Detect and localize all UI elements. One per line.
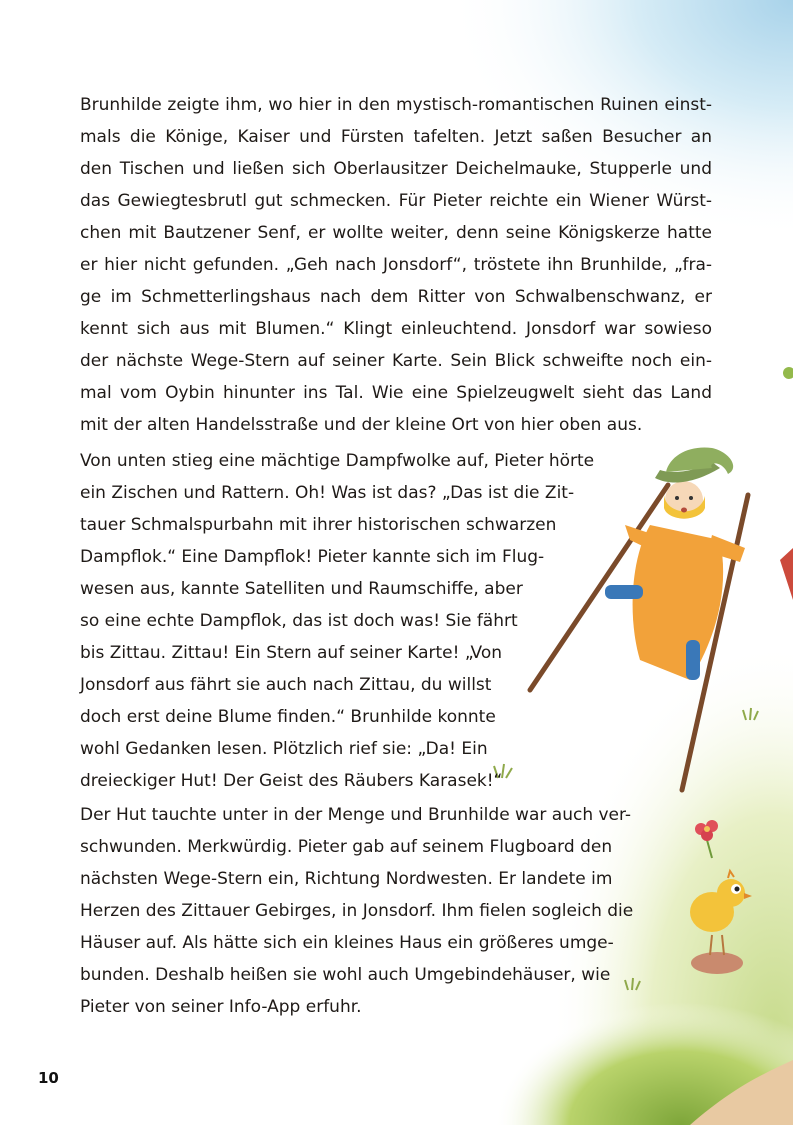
text-line: mal vom Oybin hinunter ins Tal. Wie eine Spielzeugwelt sieht das Land [80,383,712,403]
text-line: er hier nicht gefunden. „Geh nach Jonsdorf“, tröstete ihn Brunhilde, „fra- [80,255,712,275]
page-number: 10 [38,1069,59,1087]
leg-right [686,640,700,680]
text-line: so eine echte Dampflok, das ist doch was! Sie fährt [80,611,518,631]
text-line: dreieckiger Hut! Der Geist des Räubers Karasek!“ [80,771,503,791]
text-line: wohl Gedanken lesen. Plötzlich rief sie: „Da! Ein [80,739,488,759]
text-line: kennt sich aus mit Blumen.“ Klingt einleuchtend. Jonsdorf war sowieso [80,319,712,339]
text-line: bis Zittau. Zittau! Ein Stern auf seiner Karte! „Von [80,643,503,663]
text-line: mit der alten Handelsstraße und der kleine Ort von hier oben aus. [80,415,643,435]
text-line: doch erst deine Blume finden.“ Brunhilde konnte [80,707,496,727]
text-line: den Tischen und ließen sich Oberlausitzer Deichelmauke, Stupperle und [80,159,712,179]
text-line: chen mit Bautzener Senf, er wollte weiter, denn seine Königskerze hatte [80,223,712,243]
mouth [681,508,687,513]
text-line: Pieter von seiner Info-App erfuhr. [80,997,362,1017]
text-line: schwunden. Merkwürdig. Pieter gab auf seinem Flugboard den [80,837,613,857]
text-line: das Gewiegtesbrutl gut schmecken. Für Pieter reichte ein Wiener Würst- [80,191,712,211]
text-line: Von unten stieg eine mächtige Dampfwolke auf, Pieter hörte [80,451,595,471]
text-line: Brunhilde zeigte ihm, wo hier in den mystisch-romantischen Ruinen einst- [80,95,712,115]
text-line: Herzen des Zittauer Gebirges, in Jonsdorf. Ihm fielen sogleich die [80,901,634,921]
text-line: wesen aus, kannte Satelliten und Raumschiffe, aber [80,579,523,599]
text-line: ge im Schmetterlingshaus nach dem Ritter von Schwalbenschwanz, er [80,287,712,307]
eye-right [689,496,693,500]
text-line: Dampflok.“ Eine Dampflok! Pieter kannte sich im Flug- [80,547,545,567]
text-line: nächsten Wege-Stern ein, Richtung Nordwesten. Er landete im [80,869,613,889]
text-line: tauer Schmalspurbahn mit ihrer historischen schwarzen [80,515,557,535]
leg-left [605,585,643,599]
green-leaf-icon [783,367,793,379]
eye-left [675,496,679,500]
text-line: Häuser auf. Als hätte sich ein kleines Haus ein größeres umge- [80,933,614,953]
text-line: Jonsdorf aus fährt sie auch nach Zittau, du willst [80,675,492,695]
text-line: ein Zischen und Rattern. Oh! Was ist das? „Das ist die Zit- [80,483,575,503]
text-line: mals die Könige, Kaiser und Fürsten tafelten. Jetzt saßen Besucher an [80,127,712,147]
text-line: bunden. Deshalb heißen sie wohl auch Umgebindehäuser, wie [80,965,611,985]
text-line: Der Hut tauchte unter in der Menge und Brunhilde war auch ver- [80,805,632,825]
text-line: der nächste Wege-Stern auf seiner Karte. Sein Blick schweifte noch ein- [80,351,712,371]
